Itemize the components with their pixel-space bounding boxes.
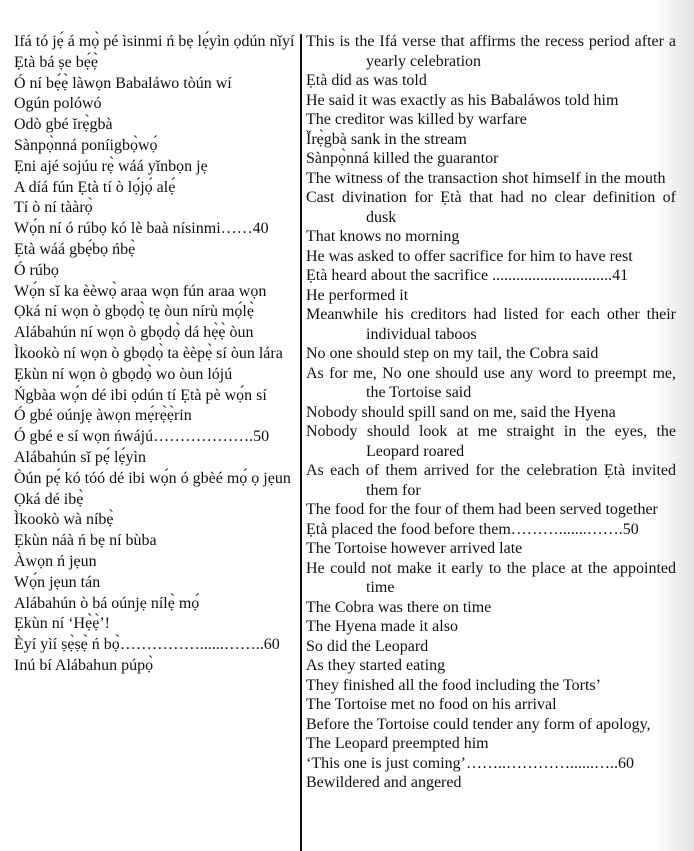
english-translation-line: No one should step on my tail, the Cobra said bbox=[306, 345, 599, 362]
yoruba-verse-line: Ogún polówó bbox=[14, 95, 102, 113]
yoruba-verse-line: Ẹkùn ní wọn ò gbọdọ̀ wo òun lójú bbox=[14, 365, 233, 383]
english-translation-line: ‘This one is just coming’……..…………......…..60 bbox=[306, 754, 634, 772]
english-translation-line: Before the Tortoise could tender any form of apology, bbox=[306, 715, 651, 733]
english-translation-line: The Tortoise however arrived late bbox=[306, 540, 523, 557]
yoruba-verse-line: Ifá tó jẹ́ á mọ̀ pé ìsinmi ń bẹ lẹ́yìn ọdún nǐyí bbox=[14, 33, 295, 50]
yoruba-verse-line: Odò gbé ǐrẹ̀gbà bbox=[14, 116, 113, 134]
yoruba-verse-line: Wọ́n sǐ ka èèwọ̀ araa wọn fún araa wọn bbox=[14, 282, 267, 300]
english-translation-line: So did the Leopard bbox=[306, 637, 429, 655]
english-translation-line: Meanwhile his creditors had listed for each other their individual taboos bbox=[306, 306, 676, 343]
yoruba-verse-line: Ó rúbọ bbox=[14, 261, 59, 279]
english-translation-line: The Cobra was there on time bbox=[306, 598, 492, 616]
english-translation-line: The Hyena made it also bbox=[306, 618, 458, 635]
english-translation-line: The food for the four of them had been served together bbox=[306, 501, 658, 518]
english-translation-line: He was asked to offer sacrifice for him to have rest bbox=[306, 247, 633, 265]
english-translation-line: The Leopard preempted him bbox=[306, 735, 489, 752]
english-translation-line: Bewildered and angered bbox=[306, 774, 462, 791]
yoruba-verse-line: A díá fún Ẹtà tí ò lọ́jọ́ alẹ́ bbox=[14, 178, 176, 196]
english-translation-line: This is the Ifá verse that affirms the recess period after a yearly celebration bbox=[306, 33, 676, 70]
yoruba-verse-line: Ìkookò wà níbẹ̀ bbox=[14, 511, 114, 529]
english-translation-line: As they started eating bbox=[306, 657, 446, 674]
yoruba-verse-line: Alábahún ò bá oúnjẹ nílẹ̀ mọ́ bbox=[14, 594, 200, 612]
yoruba-verse-line: Ẹkùn náà ń bẹ ní bùba bbox=[14, 532, 157, 550]
yoruba-verse-line: Wọ́n jẹun tán bbox=[14, 573, 101, 591]
yoruba-verse-line: Tí ò ní tààrọ̀ bbox=[14, 199, 93, 217]
yoruba-verse-line: Wọ́n ní ó rúbọ kó lè baà nísinmi……40 bbox=[14, 220, 269, 238]
english-translation-line: That knows no morning bbox=[306, 228, 460, 245]
yoruba-verse-line: Ẹtà wáá gbẹ́bọ ńbẹ̀ bbox=[14, 240, 136, 258]
english-translation-line: Ǐrẹ̀gbà sank in the stream bbox=[306, 130, 467, 148]
yoruba-verse-line: Ọká ní wọn ò gbọdọ̀ tẹ òun nírù mọ́lẹ̀ bbox=[14, 303, 254, 321]
english-translation-line: The Tortoise met no food on his arrival bbox=[306, 696, 557, 713]
column-divider bbox=[300, 34, 302, 851]
yoruba-verse-line: Sànpọ̀nná poníigbọ̀wọ́ bbox=[14, 136, 158, 154]
english-translation-line: Ẹtà placed the food before them……….......…….50 bbox=[306, 520, 639, 538]
english-translation-line: Nobody should look at me straight in the eyes, the Leopard roared bbox=[306, 423, 676, 460]
yoruba-verse-column bbox=[14, 32, 298, 677]
english-translation-line: Ẹtà did as was told bbox=[306, 72, 427, 89]
yoruba-verse-line: Inú bí Alábahun púpọ̀ bbox=[14, 656, 154, 674]
yoruba-verse-line: Ìkookò ní wọn ò gbọdọ̀ ta èèpẹ̀ sí òun lára bbox=[14, 344, 283, 362]
english-translation-line: He could not make it early to the place at the appointed time bbox=[306, 559, 676, 596]
yoruba-verse-line: Ẹni ajé sojúu rẹ̀ wáá yǐnbọn jẹ bbox=[14, 157, 208, 175]
yoruba-verse-line: Ó gbé e sí wọn ńwájú……………….50 bbox=[14, 428, 270, 446]
english-translation-line: The witness of the transaction shot himself in the mouth bbox=[306, 169, 666, 187]
yoruba-verse-line: Ẹtà bá ṣe bẹ́ẹ̀ bbox=[14, 53, 98, 71]
yoruba-verse-line: Òún pẹ́ kó tóó dé ibi wọ́n ó gbèé mọ́ ọ jẹun bbox=[14, 469, 291, 487]
yoruba-verse-line: Àwọn ń jẹun bbox=[14, 552, 97, 570]
english-translation-line: He performed it bbox=[306, 286, 409, 304]
yoruba-verse-line: Ó gbé oúnjẹ àwọn mẹ́rẹ̀ẹ̀rin bbox=[14, 407, 192, 425]
english-translation-line: Cast divination for Ẹtà that had no clear definition of dusk bbox=[306, 189, 676, 226]
english-translation-line: Ẹtà heard about the sacrifice ..............................41 bbox=[306, 267, 629, 284]
yoruba-verse-line: Ó ní bẹ́ẹ̀ làwọn Babaláwo tòún wí bbox=[14, 74, 232, 92]
yoruba-verse-line: Alábahún ní wọn ò gbọdọ̀ dá hẹ̀ẹ̀ òun bbox=[14, 324, 254, 342]
english-translation-line: As each of them arrived for the celebration Ẹtà invited them for bbox=[306, 462, 676, 499]
english-translation-line: As for me, No one should use any word to preempt me, the Tortoise said bbox=[306, 364, 676, 401]
english-translation-line: The creditor was killed by warfare bbox=[306, 111, 527, 128]
english-translation-line: Nobody should spill sand on me, said the Hyena bbox=[306, 403, 616, 421]
yoruba-verse-line: Ọká dé ibẹ̀ bbox=[14, 490, 84, 508]
english-translation-line: Sànpọ̀nná killed the guarantor bbox=[306, 150, 499, 167]
yoruba-verse-line: Ẹkùn ní ‘Hẹ̀ẹ̀’! bbox=[14, 615, 110, 633]
english-translation-column bbox=[306, 32, 676, 793]
english-translation-line: He said it was exactly as his Babaláwos told him bbox=[306, 91, 619, 109]
english-translation-line: They finished all the food including the Torts’ bbox=[306, 676, 601, 694]
yoruba-verse-line: Alábahún sǐ pẹ́ lẹ́yìn bbox=[14, 448, 146, 466]
yoruba-verse-line: Èyí yìí ṣẹ̀ṣẹ̀ ń bọ̀……………......……..60 bbox=[14, 636, 280, 654]
yoruba-verse-line: Ńgbàa wọ́n dé ibi ọdún tí Ẹtà pè wọ́n sí bbox=[14, 386, 267, 404]
